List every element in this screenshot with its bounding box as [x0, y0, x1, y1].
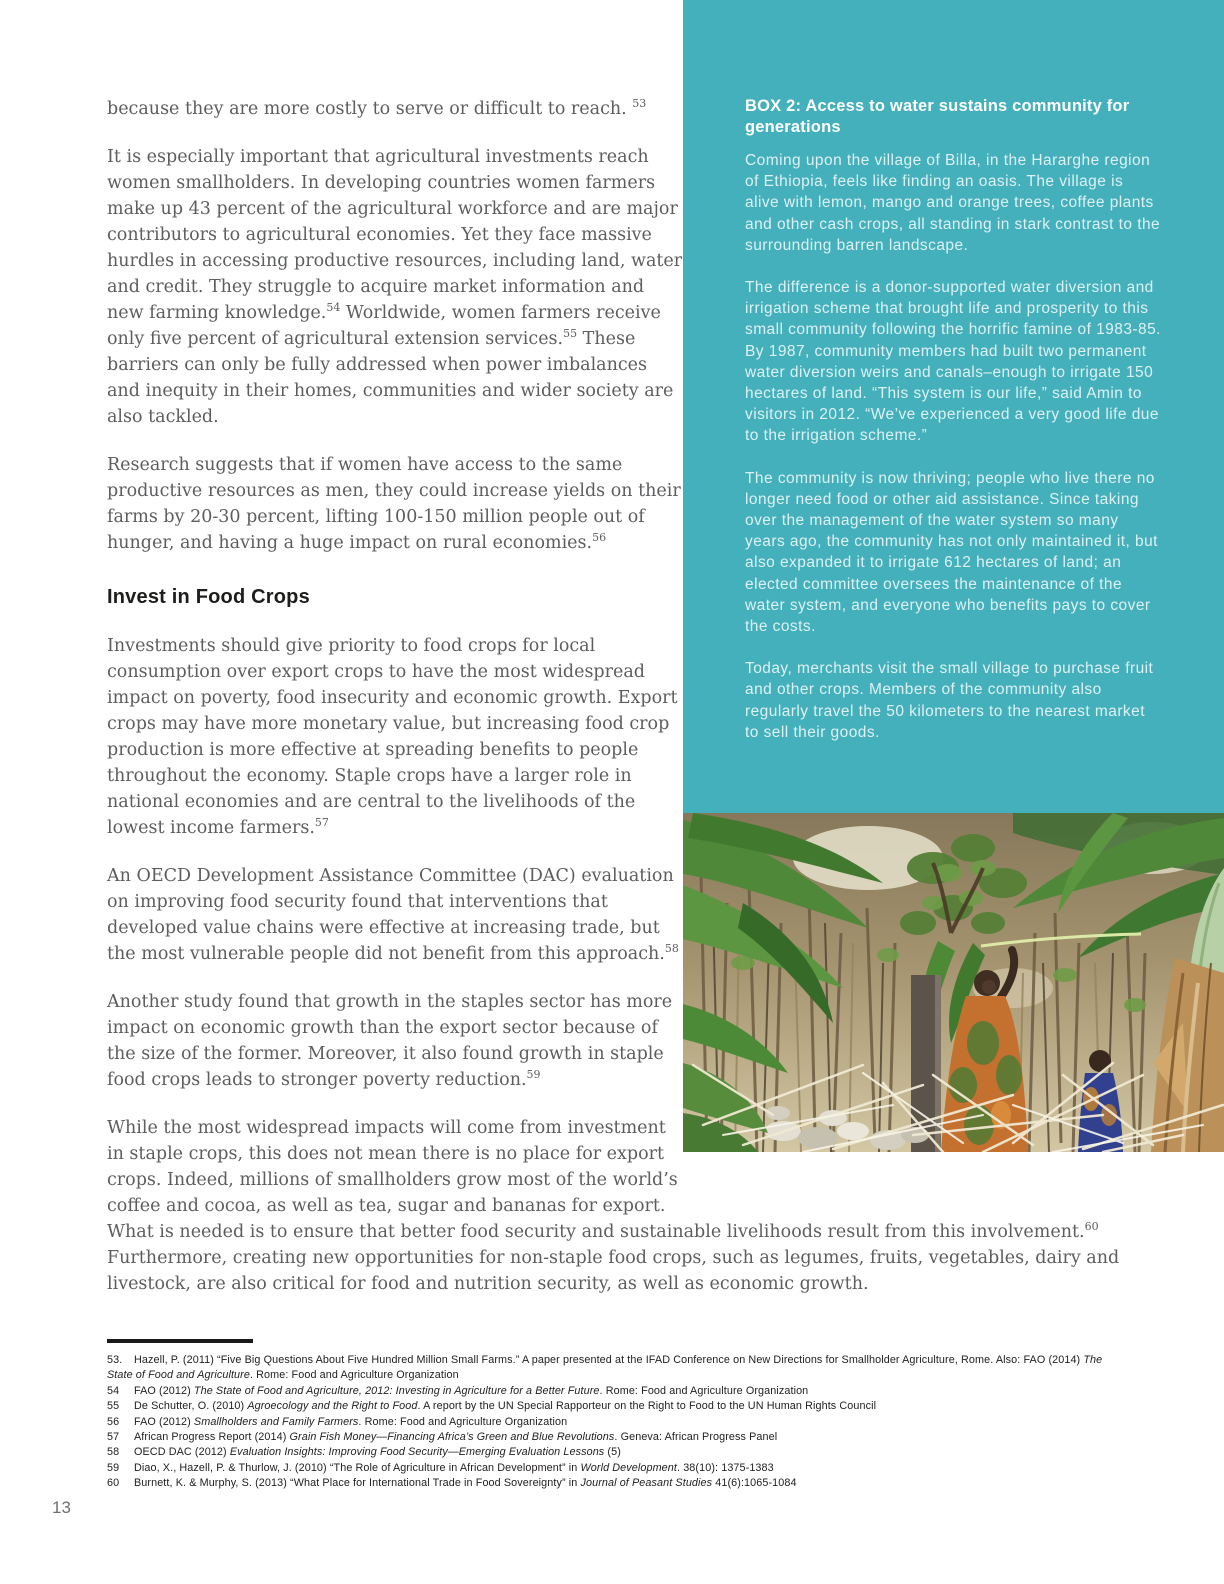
footnote: 55 De Schutter, O. (2010) Agroecology and the Right to Food. A report by the UN Special Rapporteur on the Right to Food to the UN Human Rights Council — [107, 1399, 1130, 1414]
paragraph: An OECD Development Assistance Committee (DAC) evaluation on improving food security found that interventions that developed value chains were effective at increasing trade, but the most vulnerable people did not benefit from this approach.$^{58}$ — [107, 866, 679, 964]
footnote-number: 56 — [107, 1415, 120, 1428]
footnote-list — [107, 1353, 1130, 1492]
footnote: 53. Hazell, P. (2011) “Five Big Questions About Five Hundred Million Small Farms.” A paper presented at the IFAD Conference on New Directions for Smallholder Agriculture, Rome. Also: FAO (2014) The State of Food and Agriculture. Rome: Food and Agriculture Organization — [107, 1354, 1103, 1382]
box-title: BOX 2: Access to water sustains community for generations — [745, 97, 1130, 136]
footnote: 58 OECD DAC (2012) Evaluation Insights: Improving Food Security—Emerging Evaluation Lessons (5) — [107, 1445, 1130, 1460]
footnote-ref: 54 — [326, 301, 341, 315]
paragraph: Research suggests that if women have access to the same productive resources as men, they could increase yields on their farms by 20-30 percent, lifting 100-150 million people out of hunger, and having a huge impact on rural economies.$^{56}$ — [107, 455, 681, 553]
footnotes — [107, 1339, 1130, 1492]
footnote: 56 FAO (2012) Smallholders and Family Farmers. Rome: Food and Agriculture Organization — [107, 1415, 1130, 1430]
footnote: 54 FAO (2012) The State of Food and Agriculture, 2012: Investing in Agriculture for a Better Future. Rome: Food and Agriculture Organization — [107, 1384, 1130, 1399]
footnote-ref: 53 — [632, 97, 647, 111]
paragraph: Investments should give priority to food crops for local consumption over export crops to have the most widespread impact on poverty, food insecurity and economic growth. Export crops may have more monetary value, but increasing food crop production is more effective at spreading benefits to people throughout the economy. Staple crops have a larger role in national economies and are central to the livelihoods of the lowest income farmers.$^{57}$ — [107, 636, 678, 838]
footnote-number: 59 — [107, 1461, 120, 1474]
footnote-number: 57 — [107, 1431, 120, 1444]
page-number: 13 — [52, 1498, 71, 1517]
footnote-number: 58 — [107, 1446, 120, 1459]
footnote-number: 53. — [107, 1354, 123, 1366]
footnote-ref: 56 — [592, 531, 607, 545]
village-photo — [683, 813, 1224, 1152]
footnote-ref: 57 — [314, 816, 329, 830]
footnote-number: 60 — [107, 1477, 120, 1490]
footnote-ref: 55 — [563, 327, 578, 341]
footnote-number: 55 — [107, 1400, 120, 1413]
box-paragraph: Coming upon the village of Billa, in the Hararghe region of Ethiopia, feels like finding an oasis. The village is alive with lemon, mango and orange trees, coffee plants and other cash crops, all standing in stark contrast to the surrounding barren landscape. — [745, 152, 1161, 254]
footnote-number: 54 — [107, 1384, 120, 1397]
footnote-rule — [107, 1339, 253, 1343]
box-paragraph: The difference is a donor-supported water diversion and irrigation scheme that brought life and prosperity to this small community following the horrific famine of 1983-85. By 1987, community members had built two permanent water diversion weirs and canals–enough to irrigate 150 hectares of land. “This system is our life,” said Amin to visitors in 2012. “We’ve experienced a very good life due to the irrigation scheme.” — [745, 279, 1161, 445]
footnote: 59 Diao, X., Hazell, P. & Thurlow, J. (2010) “The Role of Agriculture in African Development” in World Development. 38(10): 1375-1383 — [107, 1461, 1130, 1476]
box-paragraph: Today, merchants visit the small village to purchase fruit and other crops. Members of the community also regularly travel the 50 kilometers to the nearest market to sell their goods. — [745, 660, 1154, 741]
paragraph: While the most widespread impacts will come from investment in staple crops, this does not mean there is no place for export crops. Indeed, millions of smallholders grow most of the world’s coffee and cocoa, as well as tea, sugar and bananas for export. What is needed is to ensure that better food security and sustainable livelihoods result from this involvement.$^{60}$ Furthermore, creating new opportunities for non-staple food crops, such as legumes, fruits, vegetables, dairy and livestock, are also critical for food and nutrition security, as well as economic growth. — [107, 1118, 1120, 1294]
footnote: 60 Burnett, K. & Murphy, S. (2013) “What Place for International Trade in Food Sovereignty” in Journal of Peasant Studies 41(6):1065-1084 — [107, 1476, 1130, 1491]
paragraph: Another study found that growth in the staples sector has more impact on economic growth than the export sector because of the size of the former. Moreover, it also found growth in staple food crops leads to stronger poverty reduction.$^{59}$ — [107, 992, 673, 1090]
box-paragraph: The community is now thriving; people who live there no longer need food or other aid assistance. Since taking over the management of the water system so many years ago, the community has not only maintained it, but also expanded it to irrigate 612 hectares of land; an elected committee oversees the maintenance of the water system, and everyone who benefits pays to cover the costs. — [745, 469, 1158, 636]
box-paragraphs — [745, 150, 1162, 743]
footnote-ref: 58 — [664, 942, 679, 956]
box-2 — [683, 0, 1224, 813]
paragraph: It is especially important that agricultural investments reach women smallholders. In developing countries women farmers make up 43 percent of the agricultural workforce and are major contributors to agricultural economies. Yet they face massive hurdles in accessing productive resources, including land, water and credit. They struggle to acquire market information and new farming knowledge.$^{54}$ Worldwide, women farmers receive only five percent of agricultural extension services.$^{55}$ These barriers can only be fully addressed when power imbalances and inequity in their homes, communities and wider society are also tackled. — [107, 147, 683, 427]
footnote: 57 African Progress Report (2014) Grain Fish Money—Financing Africa’s Green and Blue Revolutions. Geneva: African Progress Panel — [107, 1430, 1130, 1445]
footnote-ref: 60 — [1084, 1220, 1099, 1234]
section-heading: Invest in Food Crops — [107, 586, 310, 608]
right-column — [683, 0, 1224, 1152]
footnote-ref: 59 — [526, 1068, 541, 1082]
paragraph: because they are more costly to serve or difficult to reach. $^{53}$ — [107, 97, 647, 119]
